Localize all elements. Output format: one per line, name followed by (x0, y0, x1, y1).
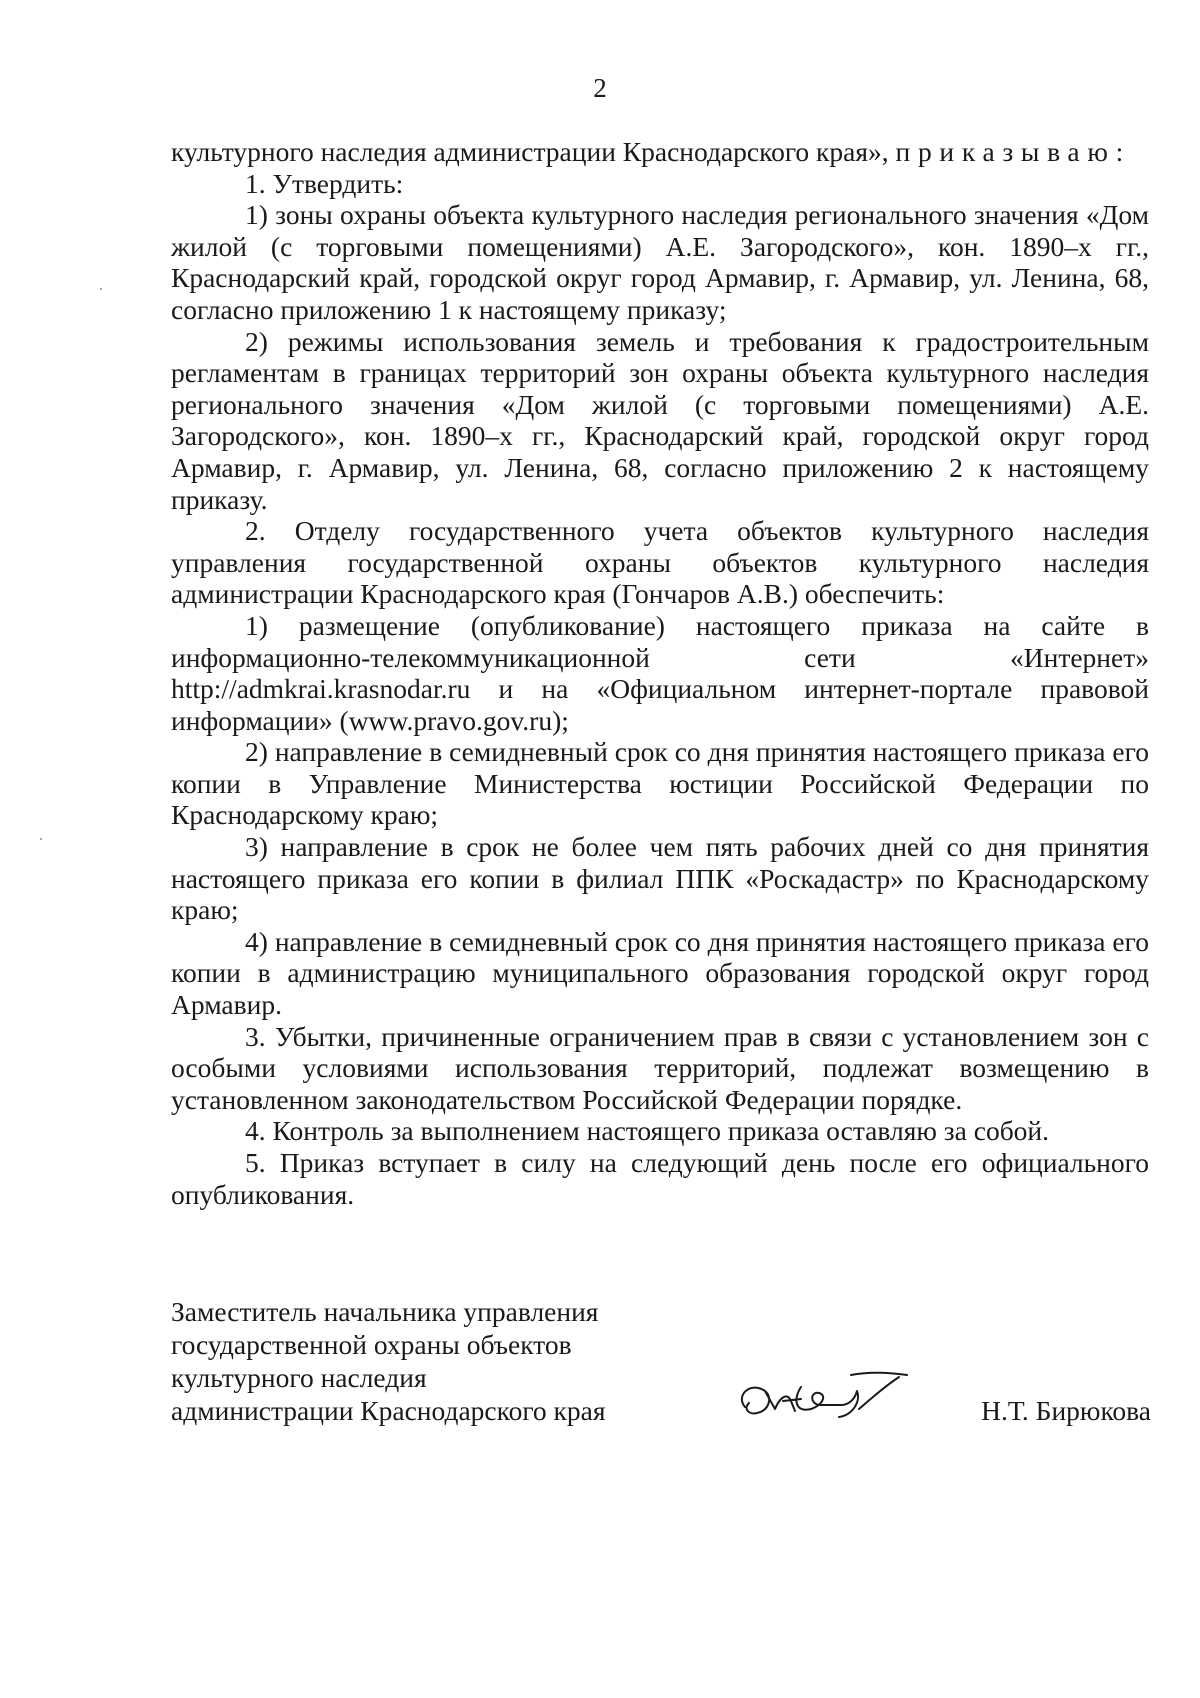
paragraph-ensure-item-1: 1) размещение (опубликование) настоящего приказа на сайте в информационно-телекоммуникационной сети «Интернет» http://admkrai.krasnodar.ru и на «Официальном интернет-портале правовой информации» (www.pravo.gov.ru); (171, 609, 1149, 736)
document-body (171, 136, 1149, 1210)
page-number: 2 (593, 73, 607, 103)
paragraph-effective: 5. Приказ вступает в силу на следующий день после его официального опубликования. (171, 1147, 1149, 1210)
paragraph-ensure-item-3: 3) направление в срок не более чем пять рабочих дней со дня принятия настоящего приказа его копии в филиал ППК «Роскадастр» по Краснодарскому краю; (171, 831, 1149, 926)
signatory-title-line: администрации Краснодарского края (171, 1395, 606, 1426)
scan-speck (40, 838, 42, 840)
paragraph-approve-item-1: 1) зоны охраны объекта культурного наследия регионального значения «Дом жилой (с торговыми помещениями) А.Е. Загородского», кон. 1890–х гг., Краснодарский край, городской округ город Армавир, г. Армавир, ул. Ленина, 68, согласно приложению 1 к настоящему приказу; (171, 199, 1149, 325)
signatory-name: Н.Т. Бирюкова (981, 1395, 1151, 1426)
order-word: приказываю: (895, 136, 1131, 167)
paragraph-approve-item-2: 2) режимы использования земель и требования к градостроительным регламентам в границах территорий зон охраны объекта культурного наследия регионального значения «Дом жилой (с торговыми помещениями) А.Е. Загородского», кон. 1890–х гг., Краснодарский край, городской округ город Армавир, г. Армавир, ул. Ленина, 68, согласно приложению 2 к настоящему приказу. (171, 325, 1149, 515)
paragraph-ensure-item-4: 4) направление в семидневный срок со дня принятия настоящего приказа его копии в администрацию муниципального образования городской округ город Армавир. (171, 925, 1149, 1021)
intro-paragraph (171, 136, 1149, 168)
intro-text: культурного наследия администрации Краснодарского края», (171, 136, 896, 167)
signatory-title-line: культурного наследия (171, 1362, 427, 1393)
signatory-title-line: Заместитель начальника управления (171, 1296, 599, 1327)
paragraph-control: 4. Контроль за выполнением настоящего приказа оставляю за собой. (245, 1115, 1050, 1147)
paragraph-department-ensure: 2. Отделу государственного учета объектов культурного наследия управления государственной охраны объектов культурного наследия администрации Краснодарского края (Гончаров А.В.) обеспечить: (171, 515, 1149, 610)
handwritten-signature (731, 1365, 911, 1435)
paragraph-approve: 1. Утвердить: (245, 167, 404, 199)
paragraph-ensure-item-2: 2) направление в семидневный срок со дня принятия настоящего приказа его копии в Управление Министерства юстиции Российской Федерации по Краснодарскому краю; (171, 736, 1149, 831)
signature-block (171, 1295, 1151, 1431)
scan-speck (100, 288, 102, 290)
paragraph-losses: 3. Убытки, причиненные ограничением прав в связи с установлением зон с особыми условиями использования территорий, подлежат возмещению в установленном законодательством Российской Федерации порядке. (171, 1020, 1149, 1115)
signatory-title-line: государственной охраны объектов (171, 1329, 572, 1360)
